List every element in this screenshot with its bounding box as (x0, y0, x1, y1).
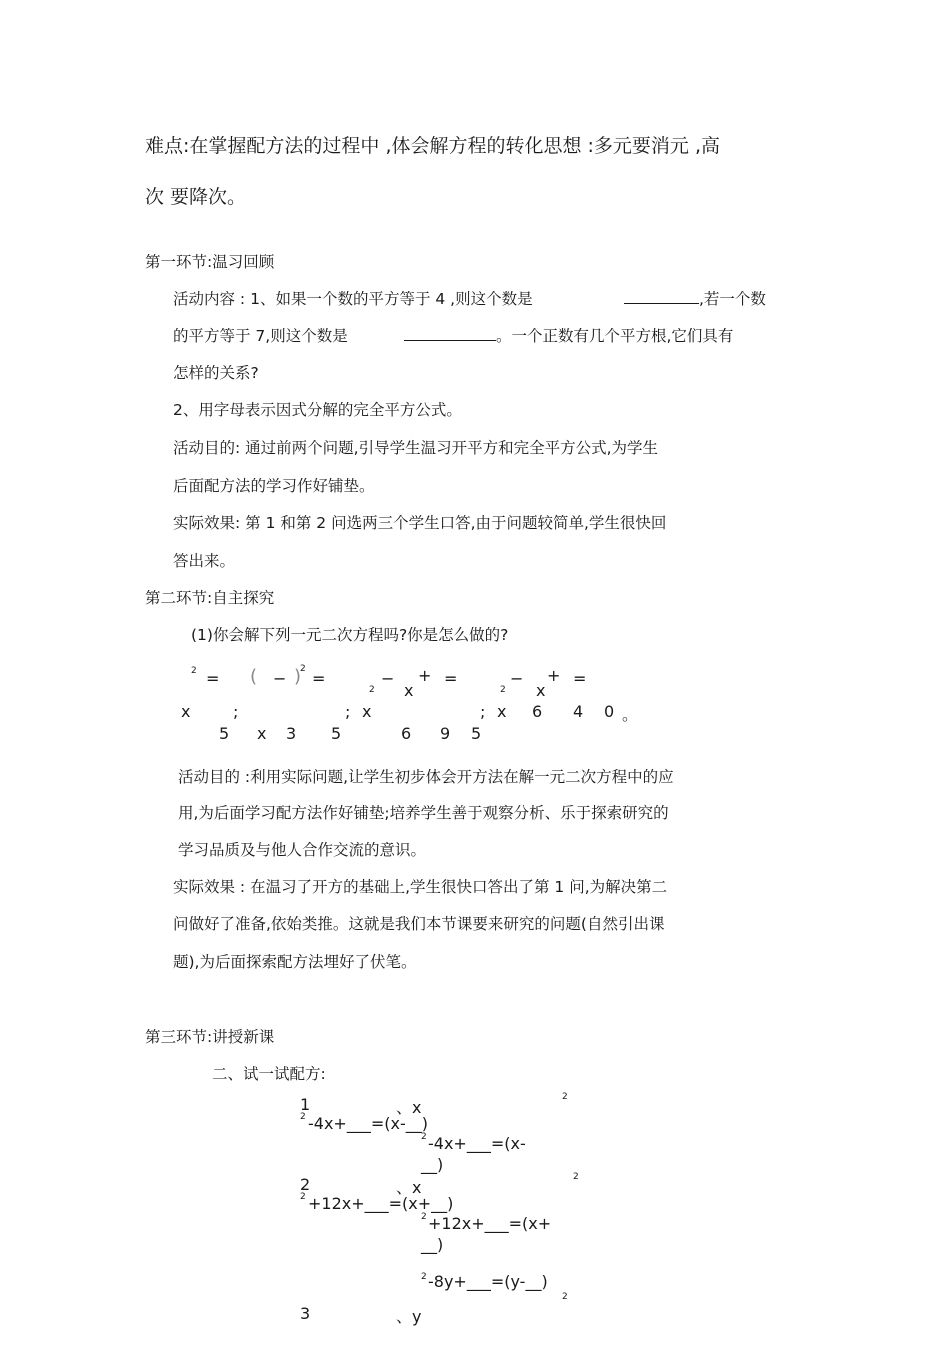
section2-question: (1)你会解下列一元二次方程吗?你是怎么做的? (191, 626, 509, 644)
eq3-plus: + (418, 666, 432, 685)
section2-effect-line-3: 题),为后面探索配方法埋好了伏笔。 (173, 953, 417, 971)
eq1-rhs-5: 5 (219, 724, 230, 743)
eq3-minus: − (381, 669, 395, 688)
eq2-right-paren: ) (294, 666, 302, 687)
item1-expression-2-tail: __) (421, 1155, 444, 1174)
eq4-plus: + (547, 666, 561, 685)
section1-activity-part-c: 的平方等于 7,则这个数是 (173, 327, 348, 345)
item2-variable: 、x (396, 1178, 422, 1197)
item2-expression-2: +12x+___=(x+ (428, 1214, 552, 1233)
eq3-semicolon: ; (480, 702, 486, 721)
section3-title: 第三环节:讲授新课 (145, 1028, 275, 1046)
eq3-x: x (362, 702, 372, 721)
eq1-semicolon: ; (233, 702, 239, 721)
eq2-equals: = (312, 669, 326, 688)
section2-purpose-line-1: 活动目的 :利用实际问题,让学生初步体会开方法在解一元二次方程中的应 (178, 768, 674, 786)
eq2-superscript: 2 (300, 664, 306, 674)
eq2-minus: − (273, 669, 287, 688)
eq3-superscript: 2 (369, 685, 375, 695)
answer-blank-2 (404, 324, 496, 341)
difficulty-line-1: 难点:在掌握配方法的过程中 ,体会解方程的转化思想 :多元要消元 ,高 (145, 135, 721, 157)
eq1-x: x (181, 702, 191, 721)
item2-expression-2-tail: __) (421, 1235, 444, 1254)
item3-number: 3 (300, 1304, 311, 1323)
item2-expression: +12x+___=(x+__) (308, 1194, 454, 1213)
eq3-equals: = (444, 669, 458, 688)
eq2-x: x (257, 724, 267, 743)
eq3-x-term: x (404, 681, 414, 700)
section1-activity-part-a: 活动内容 : 1、如果一个数的平方等于 4 ,则这个数是 (173, 290, 533, 308)
answer-blank-1 (624, 287, 699, 304)
section2-purpose-line-2: 用,为后面学习配方法作好铺垫;培养学生善于观察分析、乐于探索研究的 (178, 804, 669, 822)
eq2-rhs-5: 5 (331, 724, 342, 743)
eq3-rhs-5: 5 (471, 724, 482, 743)
eq4-minus: − (510, 669, 524, 688)
item3-superscript-right: 2 (562, 1292, 568, 1302)
eq4-x-term: x (536, 681, 546, 700)
item1-superscript: 2 (300, 1112, 306, 1122)
item1-variable: 、x (396, 1098, 422, 1117)
section2-effect-line-1: 实际效果 : 在温习了开方的基础上,学生很快口答出了第 1 问,为解决第二 (173, 878, 668, 896)
item3-variable: 、y (396, 1307, 422, 1326)
eq4-superscript: 2 (500, 685, 506, 695)
eq4-coef-6: 6 (532, 702, 543, 721)
item2-superscript: 2 (300, 1192, 306, 1202)
section1-activity-part-e: 怎样的关系? (173, 364, 259, 382)
difficulty-line-2: 次 要降次。 (145, 186, 247, 208)
item1-expression-2: -4x+___=(x- (428, 1134, 526, 1153)
eq1-superscript: 2 (191, 666, 197, 676)
item3-superscript: 2 (421, 1272, 427, 1282)
item1-superscript-2: 2 (421, 1132, 427, 1142)
eq2-semicolon: ; (345, 702, 351, 721)
section2-purpose-line-3: 学习品质及与他人合作交流的意识。 (178, 841, 427, 859)
item1-superscript-right: 2 (562, 1092, 568, 1102)
eq1-equals: = (206, 669, 220, 688)
eq4-rhs-0: 0 (604, 702, 615, 721)
section1-activity-part-d: 。一个正数有几个平方根,它们具有 (496, 327, 734, 345)
section1-title: 第一环节:温习回顾 (145, 253, 275, 271)
eq3-coef-6: 6 (401, 724, 412, 743)
item3-expression: -8y+___=(y-__) (428, 1272, 548, 1291)
section1-effect-line-1: 实际效果: 第 1 和第 2 问选两三个学生口答,由于问题较简单,学生很快回 (173, 514, 667, 532)
section3-subtitle: 二、试一试配方: (212, 1065, 326, 1083)
section1-purpose-line-2: 后面配方法的学习作好铺垫。 (173, 477, 375, 495)
section1-effect-line-2: 答出来。 (173, 552, 236, 570)
section2-title: 第二环节:自主探究 (145, 589, 275, 607)
eq3-const-9: 9 (440, 724, 451, 743)
section1-activity-part-b: ,若一个数 (699, 290, 766, 308)
item2-superscript-right: 2 (573, 1172, 579, 1182)
eq2-left-paren: ( (250, 666, 258, 687)
section1-question-2: 2、用字母表示因式分解的完全平方公式。 (173, 401, 462, 419)
eq-final-period: 。 (622, 705, 639, 724)
eq4-x: x (497, 702, 507, 721)
section2-effect-line-2: 问做好了准备,依始类推。这就是我们本节课要来研究的问题(自然引出课 (173, 915, 665, 933)
eq4-const-4: 4 (573, 702, 584, 721)
eq2-const-3: 3 (286, 724, 297, 743)
item2-number: 2 (300, 1175, 311, 1194)
section1-purpose-line-1: 活动目的: 通过前两个问题,引导学生温习开平方和完全平方公式,为学生 (173, 439, 659, 457)
item1-number: 1 (300, 1095, 311, 1114)
eq4-equals: = (573, 669, 587, 688)
item2-superscript-2: 2 (421, 1212, 427, 1222)
item1-expression: -4x+___=(x-__) (308, 1114, 428, 1133)
